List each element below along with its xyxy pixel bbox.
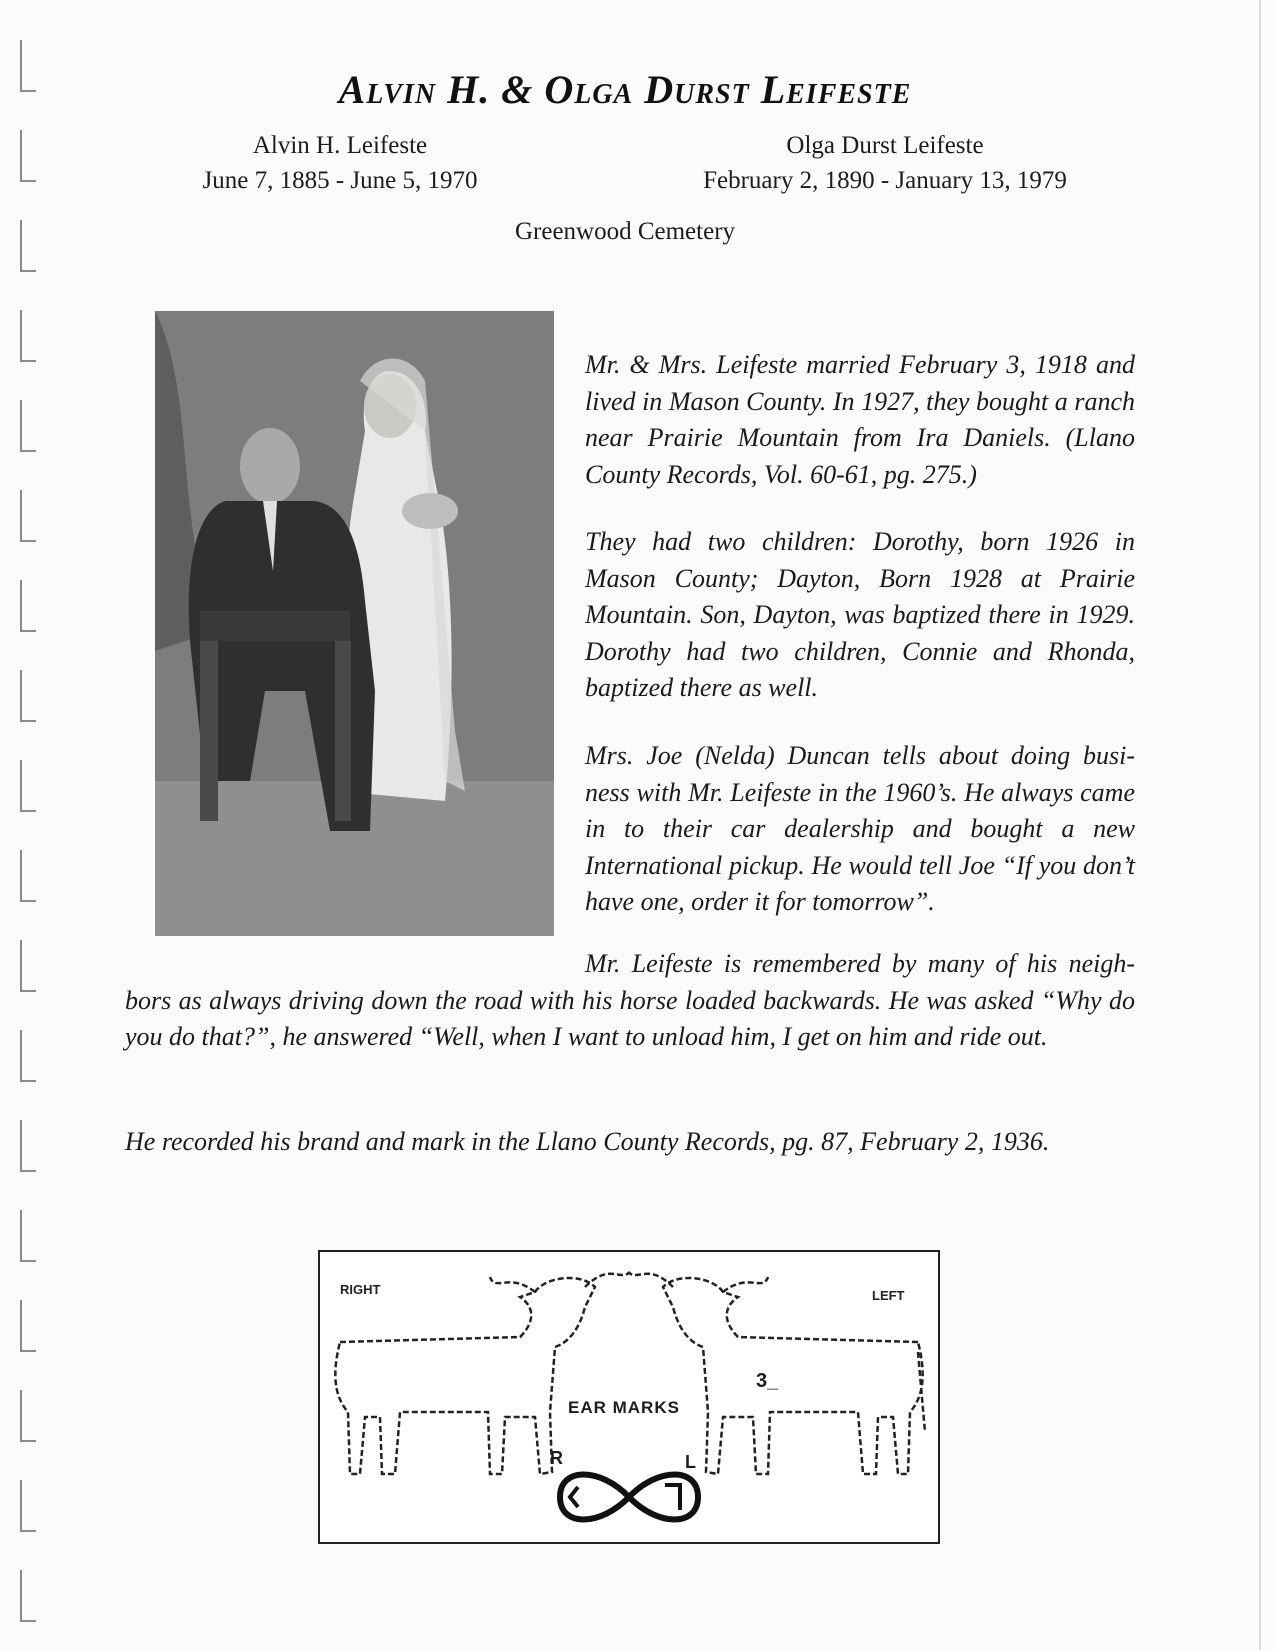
l-label: L: [685, 1452, 696, 1472]
left-ear-label: LEFT: [872, 1288, 905, 1303]
person-alvin: [160, 128, 520, 198]
paragraph: Mr. Leifeste is remembered by many of his neigh-bors as always driving down the road with his horse loaded backwards. He was asked “Why do you do that?”, he answered “Well, when I want to unload him, I get on him and ride out.: [125, 949, 1135, 1051]
person-name: Alvin H. Leifeste: [252, 132, 428, 159]
page-edge: [1259, 0, 1261, 1650]
wedding-photo: [155, 311, 554, 936]
brand-ear-marks-figure: [318, 1250, 940, 1544]
person-dates: June 7, 1885 - June 5, 1970: [202, 167, 478, 194]
person-olga: [665, 128, 1105, 198]
spiral-binding: [14, 20, 44, 1640]
ear-marks-label: EAR MARKS: [568, 1398, 680, 1417]
person-name: Olga Durst Leifeste: [786, 132, 984, 159]
r-label: R: [550, 1448, 563, 1468]
person-dates: February 2, 1890 - January 13, 1979: [703, 167, 1067, 194]
paragraph: They had two children: Dorothy, born 1926 in Mason County; Dayton, Born 1928 at Prairie Mountain. Son, Dayton, was baptized there in 1929. Dorothy had two children, Connie and Rhonda, baptized there as well.: [585, 527, 1135, 702]
page-title: Alvin H. & Olga Durst Leifeste: [338, 67, 912, 112]
paragraph: Mrs. Joe (Nelda) Duncan tells about doing busi-ness with Mr. Leifeste in the 1960’s. He always came in to their car dealership and bought a new International pickup. He would tell Joe “If you don’t have one, order it for tomorrow”.: [585, 741, 1135, 916]
paragraph: He recorded his brand and mark in the Llano County Records, pg. 87, February 2, 1936.: [125, 1127, 1050, 1156]
cemetery-name: Greenwood Cemetery: [514, 218, 736, 245]
right-ear-label: RIGHT: [340, 1282, 381, 1297]
paragraph: Mr. & Mrs. Leifeste married February 3, 1918 and lived in Mason County. In 1927, they bought a ranch near Prairie Mountain from Ira Daniels. (Llano County Records, Vol. 60-61, pg. 275.): [585, 350, 1135, 489]
cattle-drawing: [320, 1252, 938, 1542]
brand-mark: 3_: [756, 1370, 779, 1392]
